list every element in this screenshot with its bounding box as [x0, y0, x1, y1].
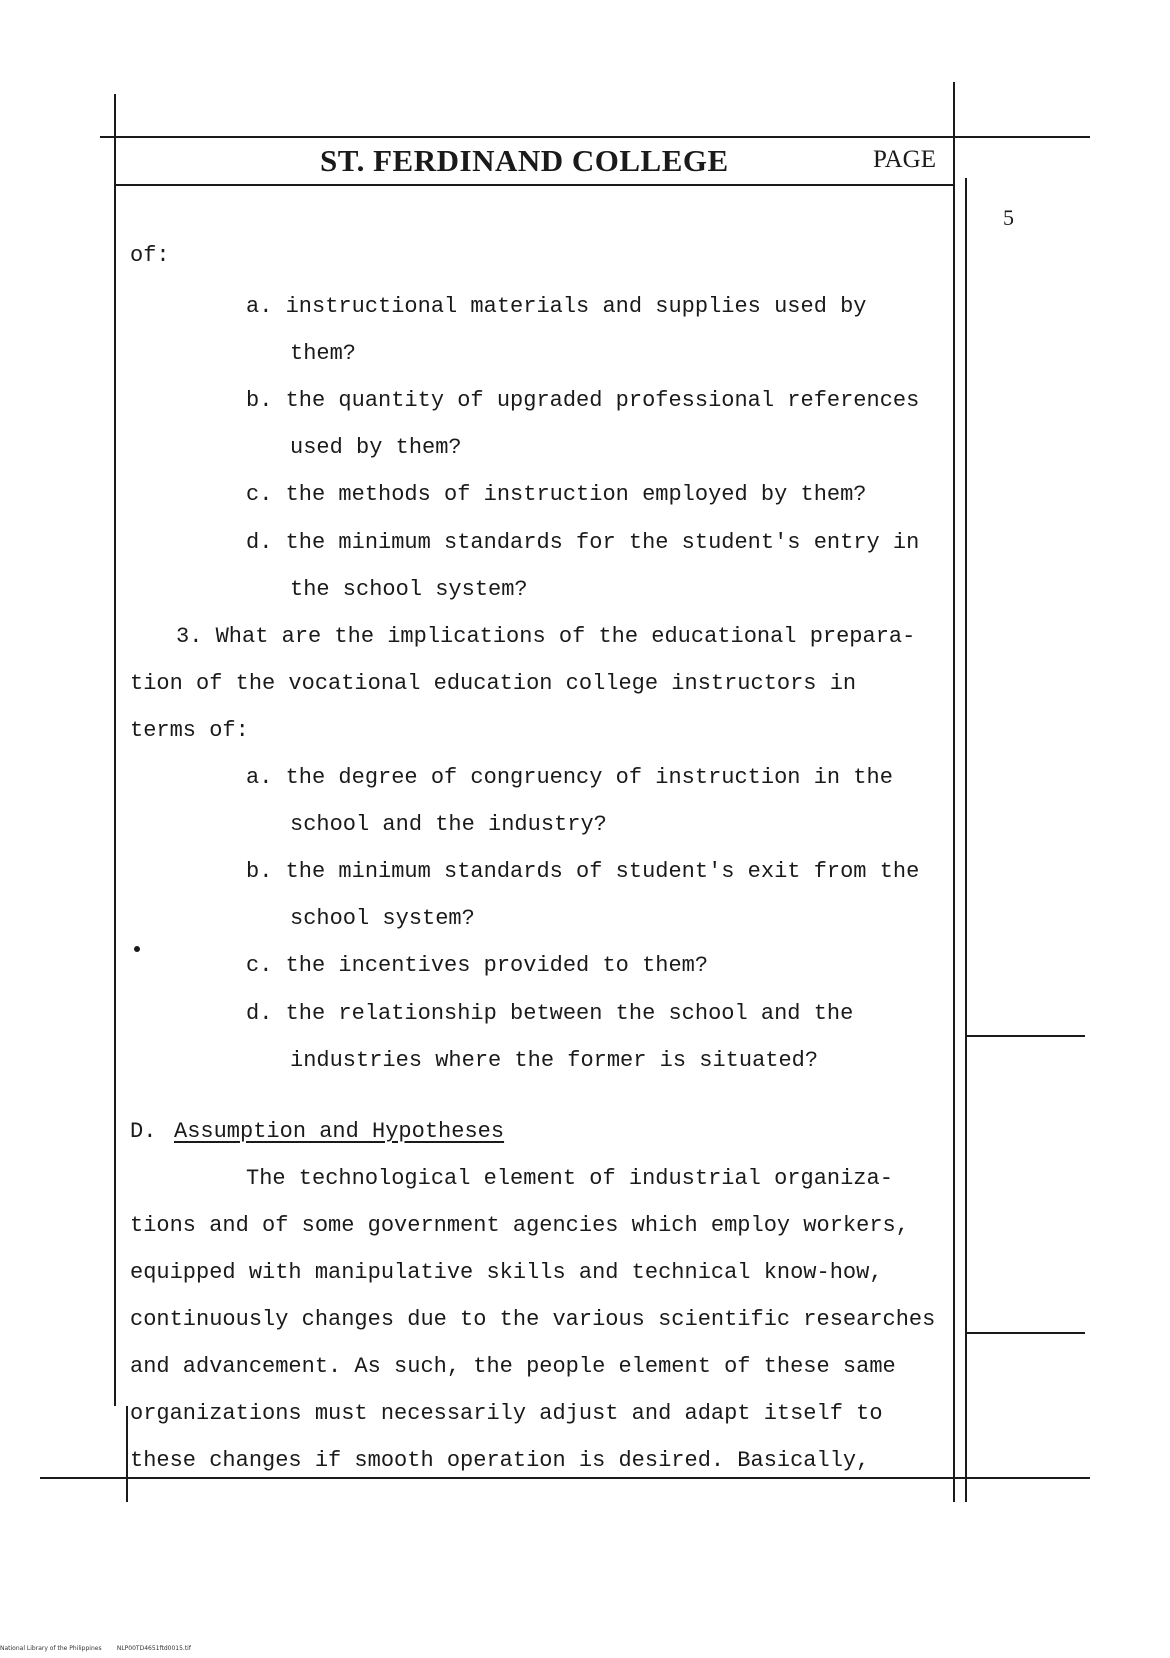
vertical-rule-left-lower — [126, 1406, 128, 1502]
page-label: PAGE — [873, 146, 936, 173]
list-item-continuation: them? — [290, 341, 357, 366]
list-item-continuation: school system? — [290, 906, 475, 931]
page-number: 5 — [1003, 205, 1014, 230]
margin-rule-2 — [965, 1332, 1085, 1334]
list-item-continuation: school and the industry? — [290, 812, 607, 837]
text-line: terms of: — [130, 718, 249, 743]
list-item-c: c. the incentives provided to them? — [246, 953, 709, 978]
list-item-continuation: the school system? — [290, 577, 528, 602]
list-item-d: d. the minimum standards for the student's entry in — [246, 530, 920, 555]
paragraph-line: equipped with manipulative skills and technical know-how, — [130, 1260, 883, 1285]
paragraph-line: organizations must necessarily adjust and adapt itself to — [130, 1401, 883, 1426]
footer-source: National Library of the Philippines — [0, 1645, 102, 1652]
list-item-a: a. instructional materials and supplies used by — [246, 294, 867, 319]
list-item-b: b. the quantity of upgraded professional references — [246, 388, 920, 413]
list-item-continuation: industries where the former is situated? — [290, 1048, 819, 1073]
paragraph-line: these changes if smooth operation is desired. Basically, — [130, 1448, 870, 1473]
text-line: of: — [130, 243, 170, 268]
list-item-continuation: used by them? — [290, 435, 462, 460]
paragraph-line: The technological element of industrial organiza- — [246, 1166, 893, 1191]
vertical-rule-right — [953, 82, 955, 1502]
paragraph-line: tions and of some government agencies which employ workers, — [130, 1213, 909, 1238]
section-heading-letter: D. — [130, 1119, 157, 1144]
margin-rule-1 — [965, 1035, 1085, 1037]
scan-speck — [134, 946, 140, 952]
question-3: 3. What are the implications of the educational prepara- — [176, 624, 916, 649]
college-name: ST. FERDINAND COLLEGE — [320, 143, 729, 178]
footer-file: NLP00TD4651ftd0015.tif — [116, 1645, 191, 1652]
list-item-b: b. the minimum standards of student's exit from the — [246, 859, 920, 884]
paragraph-line: continuously changes due to the various scientific researches — [130, 1307, 936, 1332]
vertical-rule-margin — [965, 178, 967, 1502]
text-line: tion of the vocational education college instructors in — [130, 671, 857, 696]
header-rule-bottom — [114, 184, 955, 186]
list-item-d: d. the relationship between the school and the — [246, 1001, 854, 1026]
section-heading: Assumption and Hypotheses — [174, 1119, 505, 1144]
vertical-rule-left — [114, 94, 116, 1406]
header-rule-top — [100, 136, 1090, 138]
paragraph-line: and advancement. As such, the people element of these same — [130, 1354, 896, 1379]
footer-rule — [40, 1477, 1090, 1479]
scan-footer — [0, 1645, 191, 1652]
list-item-c: c. the methods of instruction employed by them? — [246, 482, 867, 507]
list-item-a: a. the degree of congruency of instruction in the — [246, 765, 893, 790]
